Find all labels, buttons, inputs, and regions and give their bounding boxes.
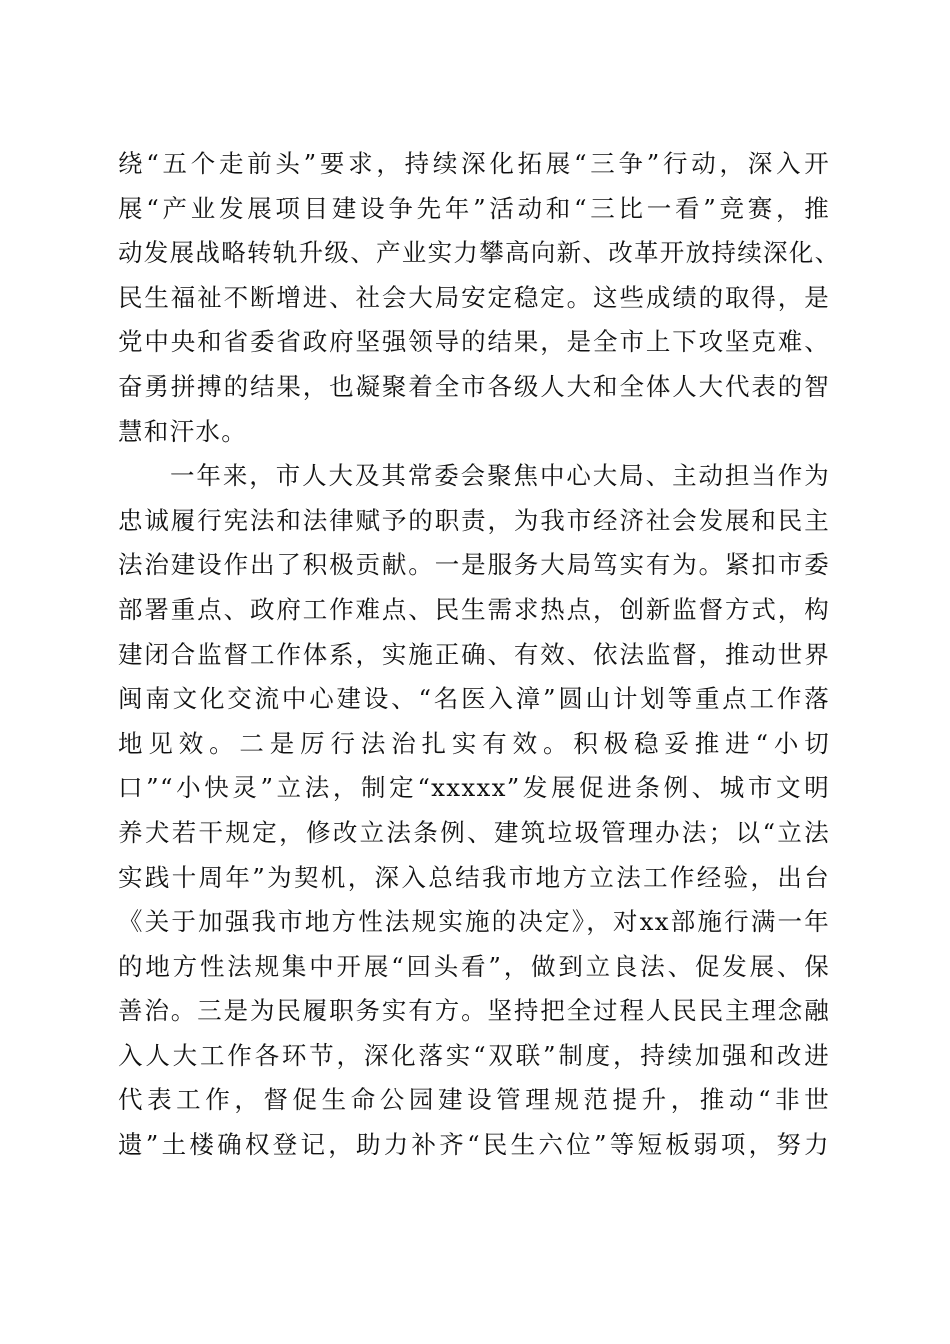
- text-line: 实践十周年”为契机，深入总结我市地方立法工作经验，出台: [118, 862, 830, 892]
- paragraph-1: [118, 142, 841, 454]
- text-line: 奋勇拼搏的结果，也凝聚着全市各级人大和全体人大代表的智: [118, 371, 830, 401]
- text-line: 党中央和省委省政府坚强领导的结果，是全市上下攻坚克难、: [118, 327, 830, 357]
- text-line: 建闭合监督工作体系，实施正确、有效、依法监督，推动世界: [118, 639, 830, 669]
- body-text: [118, 142, 841, 1168]
- text-line: 遗”土楼确权登记，助力补齐“民生六位”等短板弱项，努力: [118, 1130, 830, 1160]
- text-line: 展“产业发展项目建设争先年”活动和“三比一看”竞赛，推: [118, 193, 830, 223]
- text-line: 养犬若干规定，修改立法条例、建筑垃圾管理办法；以“立法: [118, 817, 830, 847]
- text-line: 地见效。二是厉行法治扎实有效。积极稳妥推进“小切: [118, 728, 830, 758]
- text-line: 绕“五个走前头”要求，持续深化拓展“三争”行动，深入开: [118, 149, 830, 178]
- text-line: 代表工作，督促生命公园建设管理规范提升，推动“非世: [118, 1085, 830, 1115]
- text-line: 善治。三是为民履职务实有方。坚持把全过程人民民主理念融: [118, 996, 830, 1026]
- text-line: 一年来，市人大及其常委会聚焦中心大局、主动担当作为: [170, 461, 830, 491]
- text-line: 忠诚履行宪法和法律赋予的职责，为我市经济社会发展和民主: [118, 505, 830, 535]
- text-line: 法治建设作出了积极贡献。一是服务大局笃实有为。紧扣市委: [118, 550, 830, 580]
- paragraph-2: [118, 454, 830, 1168]
- text-line: 的地方性法规集中开展“回头看”，做到立良法、促发展、保: [118, 951, 830, 981]
- text-line: 部署重点、政府工作难点、民生需求热点，创新监督方式，构: [118, 594, 830, 624]
- text-line: 慧和汗水。: [118, 416, 247, 446]
- text-line: 民生福祉不断增进、社会大局安定稳定。这些成绩的取得，是: [118, 282, 830, 312]
- text-line: 入人大工作各环节，深化落实“双联”制度，持续加强和改进: [118, 1040, 830, 1070]
- text-line: 动发展战略转轨升级、产业实力攀高向新、改革开放持续深化、: [118, 238, 841, 268]
- text-line: 《关于加强我市地方性法规实施的决定》，对xx部施行满一年: [118, 907, 830, 937]
- text-line: 闽南文化交流中心建设、“名医入漳”圆山计划等重点工作落: [118, 684, 830, 714]
- text-line: 口”“小快灵”立法，制定“xxxxx”发展促进条例、城市文明: [118, 773, 830, 803]
